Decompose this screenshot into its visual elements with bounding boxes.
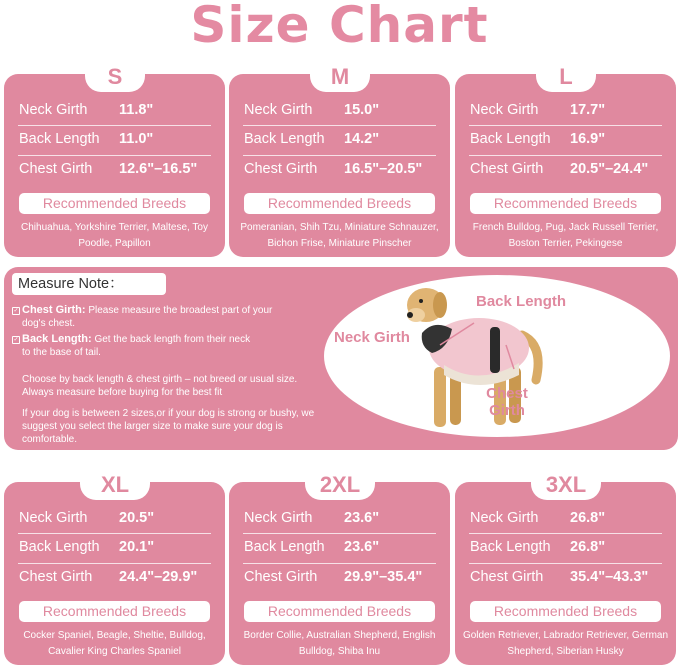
chest-girth-value: 12.6"–16.5" [119,161,198,177]
back-length-row [470,129,670,149]
neck-girth-value: 20.5" [119,510,155,526]
neck-girth-label: Neck Girth [244,510,313,526]
back-length-label: Back Length [244,131,325,147]
size-label: M [310,62,370,92]
breeds-list: Border Collie, Australian Shepherd, English Bulldog, Shiba Inu [243,630,436,657]
neck-girth-row [19,100,219,120]
size-card-m [229,64,450,257]
checkbox-icon: ✓ [13,308,19,314]
breeds-list: Chihuahua, Yorkshire Terrier, Maltese, Toy Poodle, Papillon [21,222,208,249]
divider [243,533,436,534]
divider [18,155,211,156]
back-length-label: Back Length [19,131,100,147]
divider [18,125,211,126]
size-card-xl [4,472,225,665]
neck-girth-value: 17.7" [570,102,606,118]
neck-girth-callout: Neck Girth [334,329,410,346]
divider [18,533,211,534]
back-length-row [19,129,219,149]
recommended-breeds-badge: Recommended Breeds [470,601,661,622]
neck-girth-row [470,508,670,528]
breeds-list: Golden Retriever, Labrador Retriever, German Shepherd, Siberian Husky [462,630,669,657]
size-card-3xl [455,472,676,665]
divider [243,563,436,564]
chest-girth-value: 20.5"–24.4" [570,161,649,177]
divider [243,125,436,126]
size-label: 2XL [305,470,375,500]
size-tip: If your dog is between 2 sizes,or if your dog is strong or bushy, we suggest you select the larger size to make sure your dog is comfortable. [22,408,315,445]
chest-girth-row [244,567,444,587]
neck-girth-row [244,508,444,528]
breeds-list: Cocker Spaniel, Beagle, Sheltie, Bulldog, Cavalier King Charles Spaniel [23,630,206,657]
chest-girth-label: Chest Girth [19,569,93,585]
chest-girth-label: Chest Girth [244,161,318,177]
divider [469,533,662,534]
page-title: Size Chart [190,0,489,54]
divider [18,563,211,564]
recommended-breeds-badge: Recommended Breeds [19,601,210,622]
neck-girth-value: 15.0" [344,102,380,118]
back-length-row [244,537,444,557]
divider [469,563,662,564]
back-length-callout: Back Length [476,293,567,310]
neck-girth-label: Neck Girth [19,102,88,118]
size-label: S [85,62,145,92]
measure-tip: Choose by back length & chest girth – not breed or usual size. Always measure before buying for the best fit [22,374,298,398]
chest-girth-value: 16.5"–20.5" [344,161,423,177]
neck-girth-row [19,508,219,528]
back-length-value: 20.1" [119,539,155,555]
back-length-note [22,333,257,359]
back-length-label: Back Length [470,131,551,147]
size-label: L [536,62,596,92]
size-card-l [455,64,676,257]
chest-girth-label: Chest Girth [470,569,544,585]
chest-girth-label: Chest Girth [470,161,544,177]
recommended-breeds-badge: Recommended Breeds [470,193,661,214]
neck-girth-row [470,100,670,120]
chest-girth-row [470,159,670,179]
chest-girth-label: Chest Girth [19,161,93,177]
divider [469,155,662,156]
chest-girth-label: Chest Girth [244,569,318,585]
recommended-breeds-badge: Recommended Breeds [19,193,210,214]
measure-note-panel [4,267,678,450]
neck-girth-value: 23.6" [344,510,380,526]
recommended-breeds-badge: Recommended Breeds [244,601,435,622]
chest-girth-row [470,567,670,587]
neck-girth-label: Neck Girth [244,102,313,118]
neck-girth-label: Neck Girth [470,102,539,118]
back-length-row [244,129,444,149]
breeds-list: French Bulldog, Pug, Jack Russell Terrier, Boston Terrier, Pekingese [472,222,659,249]
back-length-label: Back Length [19,539,100,555]
chest-girth-value: 29.9"–35.4" [344,569,423,585]
size-label: 3XL [531,470,601,500]
back-length-value: 14.2" [344,131,380,147]
chest-girth-value: 35.4"–43.3" [570,569,649,585]
neck-girth-value: 11.8" [119,102,154,118]
neck-girth-label: Neck Girth [19,510,88,526]
checkbox-icon: ✓ [13,337,19,343]
chest-girth-note-text: Please measure the broadest part of your dog's chest. [22,305,273,329]
chest-girth-row [19,567,219,587]
back-length-label: Back Length [470,539,551,555]
size-card-2xl [229,472,450,665]
size-card-s [4,64,225,257]
back-length-row [19,537,219,557]
back-length-note-text: Get the back length from their neck to the base of tail. [22,334,251,358]
size-label: XL [80,470,150,500]
recommended-breeds-badge: Recommended Breeds [244,193,435,214]
neck-girth-row [244,100,444,120]
back-length-note-title: Back Length: [22,333,92,345]
neck-girth-value: 26.8" [570,510,606,526]
back-length-row [470,537,670,557]
chest-girth-note-title: Chest Girth: [22,304,86,316]
divider [243,155,436,156]
neck-girth-label: Neck Girth [470,510,539,526]
chest-girth-callout: Chest Girth [486,385,528,419]
chest-girth-row [19,159,219,179]
measure-note-heading: Measure Note： [12,273,166,295]
back-length-value: 26.8" [570,539,606,555]
divider [469,125,662,126]
back-length-label: Back Length [244,539,325,555]
chest-girth-value: 24.4"–29.9" [119,569,198,585]
chest-girth-note [22,304,292,330]
chest-girth-row [244,159,444,179]
back-length-value: 11.0" [119,131,154,147]
back-length-value: 23.6" [344,539,380,555]
breeds-list: Pomeranian, Shih Tzu, Miniature Schnauzer, Bichon Frise, Miniature Pinscher [240,222,439,249]
back-length-value: 16.9" [570,131,606,147]
